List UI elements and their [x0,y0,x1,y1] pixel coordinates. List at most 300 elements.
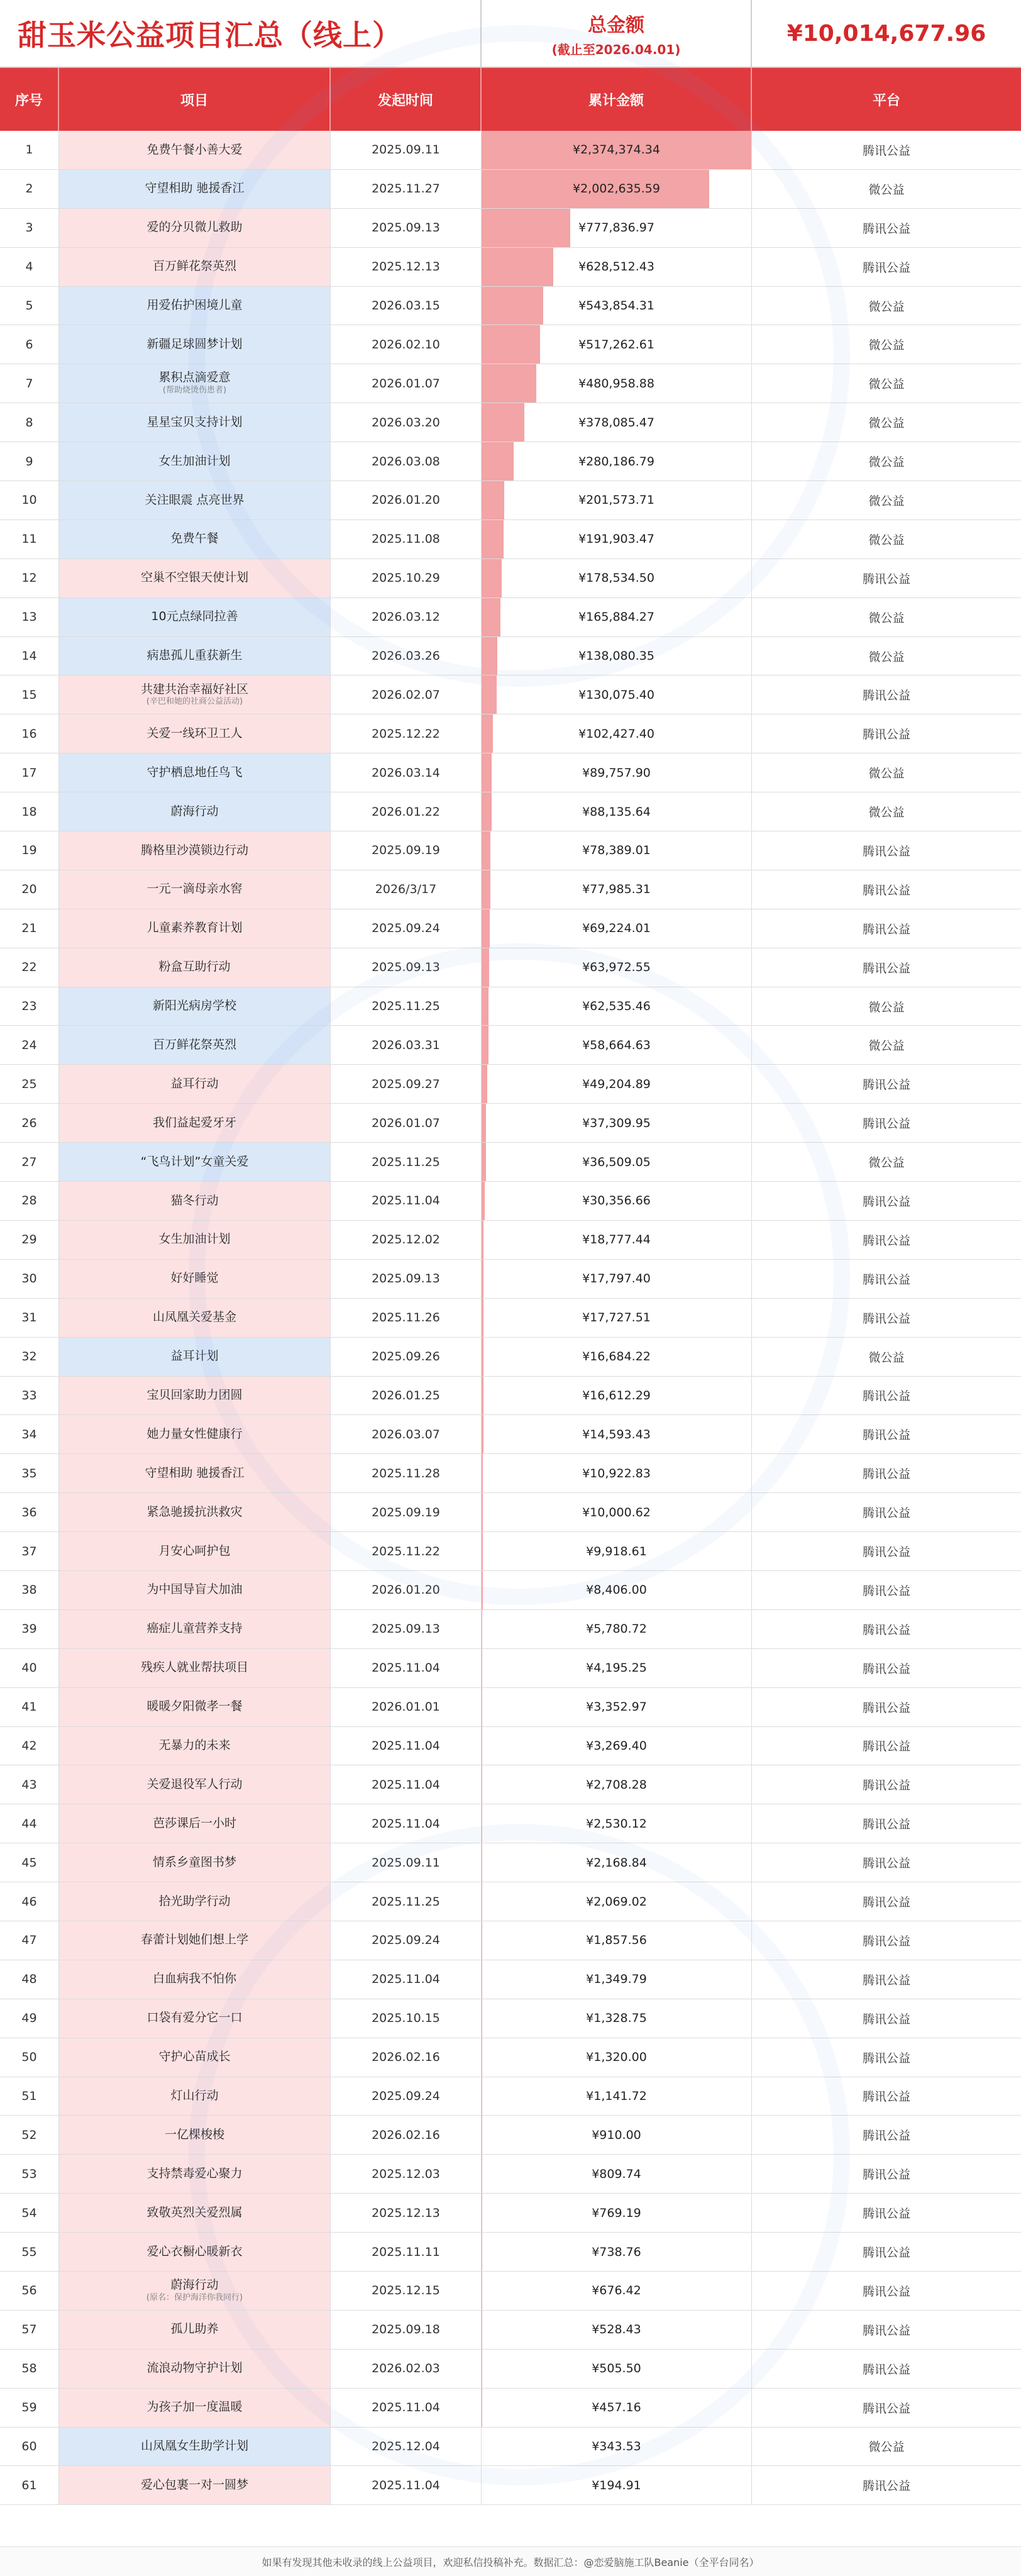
platform: 腾讯公益 [862,1506,910,1521]
platform: 微公益 [868,611,905,625]
amount-bar [482,559,502,597]
amount-bar [482,1415,483,1453]
amount-cell [482,2116,752,2154]
amount-cell [482,248,752,286]
start-date: 2025.09.19 [331,1493,482,1531]
amount-bar [482,1377,483,1415]
project-name-cell [59,1493,331,1531]
platform: 腾讯公益 [862,260,910,275]
row-number: 23 [0,987,59,1026]
row-number: 36 [0,1493,59,1531]
project-name: 粉盒互助行动 [158,960,231,974]
table-row [0,2272,1021,2311]
project-name-cell [59,2466,331,2504]
amount-value: ¥17,797.40 [582,1272,651,1286]
start-date: 2026.01.20 [331,1571,482,1609]
start-date: 2025.11.11 [331,2233,482,2271]
project-name: 蔚海行动 [170,804,219,818]
project-name: 残疾人就业帮扶项目 [140,1660,248,1675]
platform: 腾讯公益 [862,1818,910,1832]
amount-value: ¥2,069.02 [586,1894,647,1909]
start-date: 2026.02.16 [331,2038,482,2077]
project-name-cell [59,987,331,1026]
table-row [0,1377,1021,1416]
start-date: 2026.03.31 [331,1026,482,1064]
project-name-cell [59,753,331,792]
project-name: 无暴力的未来 [158,1738,231,1753]
amount-value: ¥628,512.43 [578,260,654,274]
table-row [0,1727,1021,1766]
start-date: 2025.12.04 [331,2428,482,2466]
row-number: 8 [0,403,59,441]
start-date: 2026.03.14 [331,753,482,792]
column-header-project: 项目 [59,68,331,131]
amount-cell [482,131,752,169]
amount-value: ¥62,535.46 [582,999,651,1014]
start-date: 2025.12.13 [331,248,482,286]
platform: 腾讯公益 [862,1117,910,1131]
project-name-cell [59,948,331,987]
start-date: 2026.01.25 [331,1377,482,1415]
amount-cell [482,753,752,792]
platform: 腾讯公益 [862,1272,910,1287]
amount-bar [482,1104,486,1142]
platform: 微公益 [868,2440,905,2455]
platform: 腾讯公益 [862,1194,910,1209]
amount-value: ¥505.50 [592,2362,641,2376]
project-name: 紧急驰援抗洪救灾 [146,1504,243,1519]
project-name-cell [59,325,331,364]
start-date: 2025.12.22 [331,714,482,753]
amount-value: ¥17,727.51 [582,1311,651,1325]
table-row [0,2466,1021,2505]
amount-cell [482,520,752,558]
amount-value: ¥1,857.56 [586,1933,647,1948]
table-row [0,2194,1021,2233]
project-name-cell [59,1571,331,1609]
amount-value: ¥130,075.40 [578,687,654,702]
amount-cell [482,598,752,636]
project-name-cell [59,559,331,597]
platform: 腾讯公益 [862,883,910,897]
project-name: 益耳计划 [170,1349,219,1363]
platform: 腾讯公益 [862,1233,910,1248]
start-date: 2025.11.25 [331,987,482,1026]
platform: 腾讯公益 [862,1584,910,1598]
platform: 微公益 [868,299,905,314]
project-note: (帮助烧烫伤患者) [162,386,227,396]
amount-cell [482,2233,752,2271]
row-number: 60 [0,2428,59,2466]
amount-value: ¥165,884.27 [578,610,654,625]
platform: 腾讯公益 [862,1973,910,1987]
platform: 腾讯公益 [862,1428,910,1443]
project-note: (辛巴和她的社商公益活动) [146,697,243,707]
platform: 腾讯公益 [862,2129,910,2143]
row-number: 13 [0,598,59,636]
amount-cell [482,2350,752,2388]
amount-value: ¥194.91 [592,2478,641,2492]
table-row [0,2038,1021,2077]
row-number: 18 [0,792,59,831]
project-name-cell [59,403,331,441]
table-row [0,1804,1021,1843]
project-name: 腾格里沙漠锁边行动 [140,843,248,857]
project-name-cell [59,131,331,169]
project-name-cell [59,2194,331,2232]
table-row [0,248,1021,287]
platform: 微公益 [868,533,905,547]
amount-value: ¥10,922.83 [582,1466,651,1480]
project-name: 爱心衣橱心暖新衣 [146,2244,243,2258]
start-date: 2025.09.13 [331,209,482,247]
table-row [0,948,1021,987]
table-row [0,2233,1021,2272]
table-row [0,1571,1021,1610]
row-number: 2 [0,170,59,208]
start-date: 2026.02.07 [331,675,482,714]
project-name-cell [59,2350,331,2388]
project-name: 宝贝回家助力团圆 [146,1388,243,1402]
project-name: 免费午餐小善大爱 [146,142,243,157]
amount-cell [482,1065,752,1103]
project-name-cell [59,1532,331,1570]
project-name-cell [59,1377,331,1415]
amount-bar [482,909,490,948]
platform: 微公益 [868,494,905,508]
row-number: 55 [0,2233,59,2271]
amount-bar [482,520,504,558]
row-number: 34 [0,1415,59,1453]
amount-bar [482,637,497,675]
platform: 腾讯公益 [862,2051,910,2065]
amount-cell [482,1454,752,1492]
amount-value: ¥809.74 [592,2167,641,2181]
table-row [0,1493,1021,1532]
platform: 腾讯公益 [862,1857,910,1871]
row-number: 38 [0,1571,59,1609]
table-row [0,1182,1021,1221]
amount-bar [482,325,540,364]
table-row [0,714,1021,753]
platform: 微公益 [868,1156,905,1170]
start-date: 2026.03.12 [331,598,482,636]
amount-bar [482,287,543,325]
amount-value: ¥343.53 [592,2439,641,2453]
project-name-cell [59,1454,331,1492]
start-date: 2025.11.25 [331,1882,482,1921]
project-name: 关爱退役军人行动 [146,1777,243,1791]
amount-cell [482,714,752,753]
row-number: 25 [0,1065,59,1103]
project-name-cell [59,2233,331,2271]
amount-cell [482,1104,752,1142]
project-name: 山凤凰女生助学计划 [140,2439,248,2453]
table-row [0,481,1021,520]
table-row [0,1610,1021,1649]
project-name-cell [59,909,331,948]
amount-value: ¥58,664.63 [582,1038,651,1052]
project-name-cell [59,831,331,870]
amount-cell [482,1843,752,1882]
project-name-cell [59,2116,331,2154]
project-name-cell [59,1221,331,1259]
project-name: 关注眼震 点亮世界 [145,492,245,507]
project-name-cell [59,1065,331,1103]
amount-value: ¥1,141.72 [586,2089,647,2103]
start-date: 2025.09.13 [331,948,482,987]
amount-cell [482,325,752,364]
amount-value: ¥36,509.05 [582,1155,651,1169]
amount-value: ¥676.42 [592,2284,641,2298]
row-number: 61 [0,2466,59,2504]
start-date: 2025.09.11 [331,131,482,169]
project-name: 口袋有爱分它一口 [146,2011,243,2025]
platform: 微公益 [868,377,905,392]
amount-bar [482,442,514,480]
project-name: 孤儿助养 [170,2322,219,2336]
platform: 腾讯公益 [862,1701,910,1715]
row-number: 9 [0,442,59,480]
table-row [0,1960,1021,1999]
amount-cell [482,1571,752,1609]
amount-value: ¥2,002,635.59 [572,182,660,196]
project-name: 为中国导盲犬加油 [146,1582,243,1597]
start-date: 2025.12.03 [331,2155,482,2193]
platform: 微公益 [868,455,905,470]
row-number: 39 [0,1610,59,1648]
platform: 腾讯公益 [862,1662,910,1676]
amount-cell [482,2272,752,2310]
start-date: 2026.03.20 [331,403,482,441]
project-name: 新阳光病房学校 [152,999,236,1013]
project-name: 百万鲜花祭英烈 [152,1038,236,1052]
amount-value: ¥16,612.29 [582,1388,651,1402]
amount-cell [482,2311,752,2349]
start-date: 2025.11.26 [331,1299,482,1337]
amount-bar [482,248,553,286]
table-body [0,131,1021,2505]
project-name: 好好睡觉 [170,1271,219,1285]
project-name: 儿童素养教育计划 [146,921,243,935]
project-name-cell [59,1026,331,1064]
start-date: 2025.09.24 [331,909,482,948]
project-name-cell [59,675,331,714]
project-name: 守护心苗成长 [158,2050,231,2064]
platform: 腾讯公益 [862,1740,910,1754]
row-number: 24 [0,1026,59,1064]
table-row [0,909,1021,948]
row-number: 32 [0,1338,59,1376]
amount-cell [482,1960,752,1999]
total-date-note: (截止至2026.04.01) [551,42,681,57]
platform: 微公益 [868,1039,905,1053]
project-name-cell [59,442,331,480]
amount-bar [482,403,524,441]
platform: 腾讯公益 [862,2323,910,2338]
row-number: 45 [0,1843,59,1882]
project-name: 百万鲜花祭英烈 [152,259,236,274]
project-name-cell [59,1882,331,1921]
row-number: 19 [0,831,59,870]
row-number: 14 [0,637,59,675]
amount-cell [482,1882,752,1921]
start-date: 2025.09.18 [331,2311,482,2349]
amount-value: ¥528.43 [592,2323,641,2337]
row-number: 56 [0,2272,59,2310]
amount-value: ¥10,000.62 [582,1505,651,1519]
total-label: 总金额 [588,14,644,36]
start-date: 2026.03.26 [331,637,482,675]
platform: 腾讯公益 [862,143,910,158]
project-name: 她力量女性健康行 [146,1426,243,1441]
row-number: 29 [0,1221,59,1259]
platform: 微公益 [868,1000,905,1014]
project-name: “飞鸟计划”女童关爱 [140,1154,249,1169]
amount-bar [482,481,504,519]
platform: 微公益 [868,806,905,820]
platform: 腾讯公益 [862,2207,910,2221]
amount-cell [482,2428,752,2466]
start-date: 2025.11.28 [331,1454,482,1492]
amount-value: ¥457.16 [592,2401,641,2415]
project-name-cell [59,287,331,325]
row-number: 59 [0,2389,59,2427]
amount-bar [482,870,490,909]
amount-value: ¥49,204.89 [582,1077,651,1091]
project-name-cell [59,598,331,636]
project-name-cell [59,1999,331,2038]
amount-value: ¥178,534.50 [578,571,654,586]
amount-cell [482,170,752,208]
project-name: 春蕾计划她们想上学 [140,1933,248,1947]
amount-bar [482,1299,483,1337]
project-name-cell [59,1649,331,1687]
amount-value: ¥517,262.61 [578,337,654,352]
amount-value: ¥138,080.35 [578,649,654,663]
start-date: 2025.11.25 [331,1143,482,1181]
amount-cell [482,287,752,325]
title-bar [0,0,1021,68]
project-name-cell [59,1299,331,1337]
row-number: 3 [0,209,59,247]
start-date: 2025.11.04 [331,1649,482,1687]
amount-value: ¥102,427.40 [578,726,654,741]
amount-cell [482,209,752,247]
row-number: 6 [0,325,59,364]
table-row [0,287,1021,326]
table-row [0,1882,1021,1921]
amount-value: ¥543,854.31 [578,299,654,313]
amount-cell [482,831,752,870]
amount-bar [482,598,500,636]
project-name-cell [59,1960,331,1999]
amount-value: ¥4,195.25 [586,1661,647,1675]
amount-cell [482,481,752,519]
project-name: 一亿棵梭梭 [164,2127,224,2141]
table-row [0,1843,1021,1882]
table-row [0,1921,1021,1960]
start-date: 2025.11.08 [331,520,482,558]
project-name: 女生加油计划 [158,453,231,468]
table-row [0,2311,1021,2350]
table-row [0,987,1021,1026]
row-number: 58 [0,2350,59,2388]
table-row [0,2428,1021,2467]
row-number: 44 [0,1804,59,1843]
amount-bar [482,1260,483,1298]
project-name-cell [59,2311,331,2349]
amount-cell [482,1804,752,1843]
table-row [0,1649,1021,1688]
amount-value: ¥14,593.43 [582,1427,651,1441]
start-date: 2025.09.11 [331,1843,482,1882]
table-row [0,442,1021,481]
platform: 腾讯公益 [862,1467,910,1482]
platform: 腾讯公益 [862,2246,910,2260]
table-row [0,637,1021,676]
project-name: 为孩子加一度温暖 [146,2400,243,2414]
row-number: 7 [0,364,59,402]
amount-cell [482,1727,752,1765]
row-number: 35 [0,1454,59,1492]
project-name: 星星宝贝支持计划 [146,414,243,429]
amount-cell [482,1921,752,1960]
project-name-cell [59,2077,331,2116]
start-date: 2026.02.16 [331,2116,482,2154]
amount-value: ¥2,708.28 [586,1777,647,1792]
project-name: 守望相助 驰援香江 [145,1465,245,1480]
project-name-cell [59,170,331,208]
amount-cell [482,792,752,831]
start-date: 2025.11.04 [331,2466,482,2504]
project-name: 蔚海行动 [170,2278,219,2292]
start-date: 2026.03.15 [331,287,482,325]
amount-value: ¥191,903.47 [578,532,654,547]
amount-cell [482,403,752,441]
project-name: 用爱佑护困境儿童 [146,298,243,313]
table-row [0,1104,1021,1143]
table-row [0,364,1021,403]
platform: 腾讯公益 [862,844,910,858]
amount-value: ¥3,352.97 [586,1700,647,1714]
platform: 微公益 [868,416,905,431]
platform: 腾讯公益 [862,2479,910,2494]
project-name: 芭莎课后一小时 [152,1816,236,1830]
row-number: 31 [0,1299,59,1337]
table-row [0,792,1021,831]
row-number: 54 [0,2194,59,2232]
platform: 微公益 [868,767,905,781]
project-name-cell [59,1143,331,1181]
amount-bar [482,987,488,1026]
platform: 腾讯公益 [862,1623,910,1637]
column-header-date: 发起时间 [331,68,482,131]
start-date: 2025.09.27 [331,1065,482,1103]
amount-value: ¥89,757.90 [582,765,651,780]
amount-value: ¥2,168.84 [586,1855,647,1870]
table-header [0,68,1021,131]
table-row [0,1260,1021,1299]
row-number: 1 [0,131,59,169]
start-date: 2026.01.07 [331,1104,482,1142]
amount-value: ¥69,224.01 [582,921,651,936]
project-name-cell [59,364,331,402]
project-name-cell [59,1338,331,1376]
column-header-amount: 累计金额 [482,68,752,131]
platform: 腾讯公益 [862,1779,910,1793]
project-name: 一元一滴母亲水窖 [146,882,243,896]
